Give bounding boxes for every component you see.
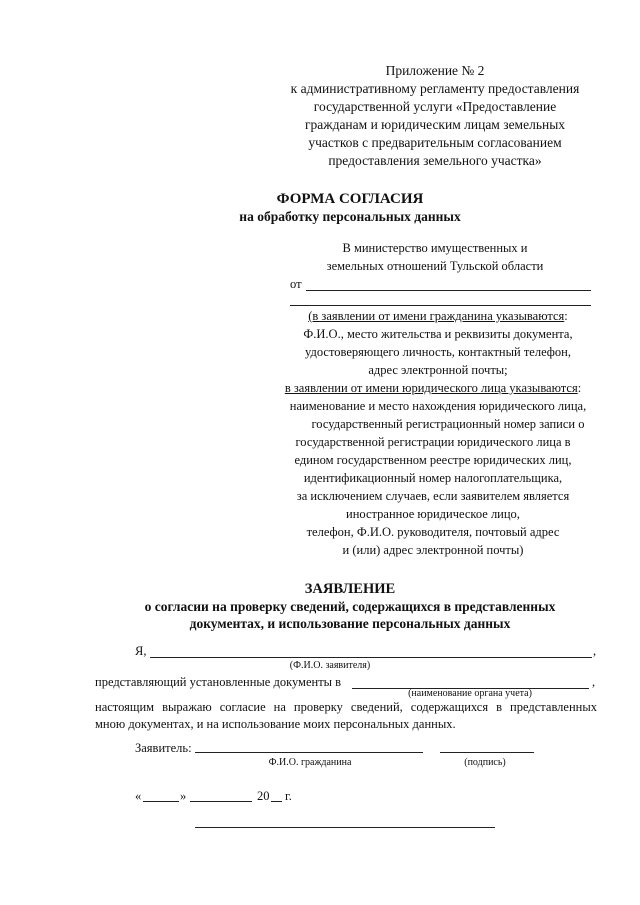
signature-field[interactable] <box>440 752 534 753</box>
date-month-field[interactable] <box>190 801 252 802</box>
fio-caption: (Ф.И.О. заявителя) <box>289 660 371 671</box>
citizen-heading-text: (в заявлении от имени гражданина указываются <box>308 309 565 323</box>
consent-line-2: мною документах, и на использование моих персональных данных. <box>95 717 456 731</box>
legal-line-7: иностранное юридическое лицо, <box>346 507 520 521</box>
form-title: ФОРМА СОГЛАСИЯ <box>276 191 424 207</box>
citizen-line-1: Ф.И.О., место жительства и реквизиты документа, <box>303 327 573 341</box>
authority-caption: (наименование органа учета) <box>408 688 532 699</box>
appendix-line-3: гражданам и юридическим лицам земельных <box>304 117 566 132</box>
authority-comma: , <box>592 675 596 689</box>
statement-subtitle-2: документах, и использование персональных данных <box>189 616 511 631</box>
date-close-quote: » <box>180 789 187 803</box>
legal-heading-text: в заявлении от имени юридического лица указываются <box>284 381 578 395</box>
from-label: от <box>290 277 302 291</box>
statement-title: ЗАЯВЛЕНИЕ <box>304 581 396 597</box>
bottom-field-line[interactable] <box>195 827 495 828</box>
legal-line-3: государственной регистрации юридического лица в <box>295 435 571 449</box>
from-field-line[interactable] <box>306 290 591 291</box>
legal-line-8: телефон, Ф.И.О. руководителя, почтовый адрес <box>306 525 560 539</box>
appendix-line-4: участков с предварительным согласованием <box>308 135 562 150</box>
appendix-line-2: государственной услуги «Предоставление <box>313 99 557 114</box>
citizen-line-2: удостоверяющего личность, контактный телефон, <box>305 345 571 359</box>
citizen-heading-colon: : <box>564 309 568 323</box>
date-day-field[interactable] <box>143 801 179 802</box>
applicant-label: Заявитель: <box>135 741 192 755</box>
appendix-line-5: предоставления земельного участка» <box>328 153 542 168</box>
fio-comma: , <box>593 644 597 658</box>
signature-caption: (подпись) <box>464 757 506 768</box>
form-subtitle: на обработку персональных данных <box>239 209 461 224</box>
legal-line-5: идентификационный номер налогоплательщика, <box>303 471 563 485</box>
citizen-fio-field[interactable] <box>195 752 423 753</box>
addressee-line-2: земельных отношений Тульской области <box>326 259 544 273</box>
legal-line-6: за исключением случаев, если заявителем является <box>296 489 570 503</box>
from-field-line-2[interactable] <box>290 305 591 306</box>
date-year-field[interactable] <box>271 801 282 802</box>
legal-heading <box>275 380 591 397</box>
citizen-fio-caption: Ф.И.О. гражданина <box>268 757 352 768</box>
legal-line-2: государственный регистрационный номер записи о <box>311 417 585 431</box>
appendix-number: Приложение № 2 <box>385 63 485 78</box>
addressee-line-1: В министерство имущественных и <box>342 241 528 255</box>
applicant-fio-field[interactable] <box>150 657 592 658</box>
statement-subtitle-1: о согласии на проверку сведений, содержащихся в представленных <box>144 599 556 614</box>
date-open-quote: « <box>135 789 142 803</box>
legal-line-4: едином государственном реестре юридических лиц, <box>294 453 572 467</box>
legal-line-9: и (или) адрес электронной почты) <box>342 543 524 557</box>
legal-heading-colon: : <box>577 381 582 395</box>
legal-line-1: наименование и место нахождения юридического лица, <box>289 399 587 413</box>
date-year-prefix: 20 <box>257 789 270 803</box>
citizen-heading <box>285 308 591 325</box>
representing-text: представляющий установленные документы в <box>95 675 342 689</box>
consent-line-1: настоящим выражаю согласие на проверку сведений, содержащихся в представленных <box>95 700 597 714</box>
i-label: Я, <box>135 644 147 658</box>
date-year-suffix: г. <box>285 789 292 803</box>
appendix-line-1: к административному регламенту предоставления <box>290 81 580 96</box>
citizen-line-3: адрес электронной почты; <box>368 363 508 377</box>
